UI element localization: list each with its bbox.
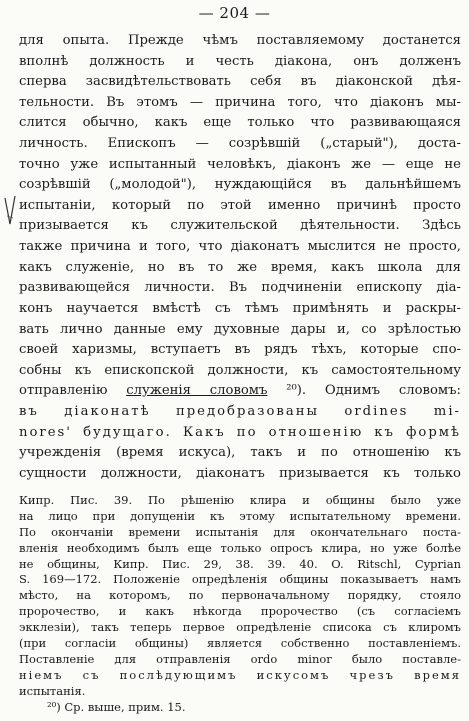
text-line: какъ служеніе, но въ то же время, какъ школа для [19, 259, 461, 275]
footnote-line: не общины, Кипр. Пис. 29, 38. 39. 40. O. Ritschl, Cyprian [19, 556, 461, 571]
text-line: призывается къ служительской дѣятельности. Здѣсь [19, 218, 461, 234]
line-start: отправленію [19, 383, 127, 399]
footnote-line: S. 169—172. Положеніе опредѣленія общины показываетъ намъ [19, 572, 461, 587]
footnote-line: Кипр. Пис. 39. По рѣшенію клира и общины было уже [19, 493, 461, 507]
text-line-with-underline [19, 381, 461, 402]
text-line: развивающейся личности. Въ подчиненіи епископу діа- [19, 280, 461, 296]
footnote-line: По окончаніи времени испытанія для окончательнаго поста- [19, 524, 461, 539]
text-line: слится обычно, какъ еще только что развивающаяся [19, 115, 461, 131]
text-line: конъ научается вмѣстѣ съ тѣмъ примѣнять и раскры- [19, 300, 461, 316]
underlined-phrase: служенія словомъ [126, 383, 268, 399]
footnote-20: ²⁰) Ср. выше, прим. 15. [47, 699, 186, 714]
footnote-line: пророчество, и какъ нѣкогда пророчество (съ согласіемъ [19, 604, 461, 619]
margin-check-mark [3, 194, 17, 234]
footnote-line: экклезіи), такъ теперь первое опредѣленіе списокa съ клиромъ [19, 620, 461, 635]
main-text [19, 31, 461, 484]
spaced-text-line: въ діаконатѣ предобразованы ordines mi- [19, 403, 461, 419]
footnote-line: ніемъ съ послѣдующимъ искусомъ чрезъ время [19, 667, 461, 682]
text-line: своей харизмы, вступаетъ въ рядъ тѣхъ, которые спо- [19, 342, 461, 358]
page-number: — 204 — [198, 4, 271, 22]
text-line: вполнѣ должность и честь діакона, онъ долженъ [19, 53, 461, 69]
text-line: для опыта. Прежде чѣмъ поставляемому достанется [19, 33, 461, 48]
footnote-line: на лицо при допущеніи къ этому испытательному времени. [19, 508, 461, 523]
footnote-line: мѣсто, на которомъ, по первоначальному порядку, стояло [19, 588, 461, 603]
text-line: сперва засвидѣтельствовать себя въ діаконской дѣя- [19, 74, 461, 90]
text-line: вать лично данные ему духовные дары и, со зрѣлостью [19, 321, 461, 337]
line-end: ²⁰). Однимъ словомъ: [267, 383, 461, 399]
text-line: созрѣвшій („молодой"), нуждающійся въ дальнѣйшемъ [19, 177, 461, 193]
text-line: личность. Епископъ — созрѣвшій („старый"), доста- [19, 136, 461, 152]
footnote-line: вленія необходимъ былъ еще только опросъ клира, но уже болѣе [19, 540, 461, 555]
footnote-line: Поставленіе для отправленія ordo minor было поставле- [19, 651, 461, 666]
text-line: сущности должности, діаконатъ призывается къ только [19, 465, 461, 481]
text-line: собны къ епископской должности, къ самостоятельному [19, 362, 461, 378]
text-line: точно уже испытанный человѣкъ, діаконъ же — еще не [19, 156, 461, 172]
footnote-line: испытанія. [19, 683, 86, 698]
text-line: также причина и того, что діаконатъ мыслится не просто, [19, 239, 461, 255]
text-line: испытаніи, который по этой именно причинѣ просто [19, 197, 461, 213]
footnotes [19, 493, 461, 715]
footnote-line: (при согласіи общины) является собственно поставленіемъ. [19, 636, 461, 651]
text-line: учрежденія (время искуса), такъ и по отношенію къ [19, 445, 461, 461]
text-line: тельности. Въ этомъ — причина того, что діаконъ мы- [19, 94, 461, 110]
spaced-text-line: nores' будущаго. Какъ по отношенію къ формѣ [19, 424, 461, 440]
